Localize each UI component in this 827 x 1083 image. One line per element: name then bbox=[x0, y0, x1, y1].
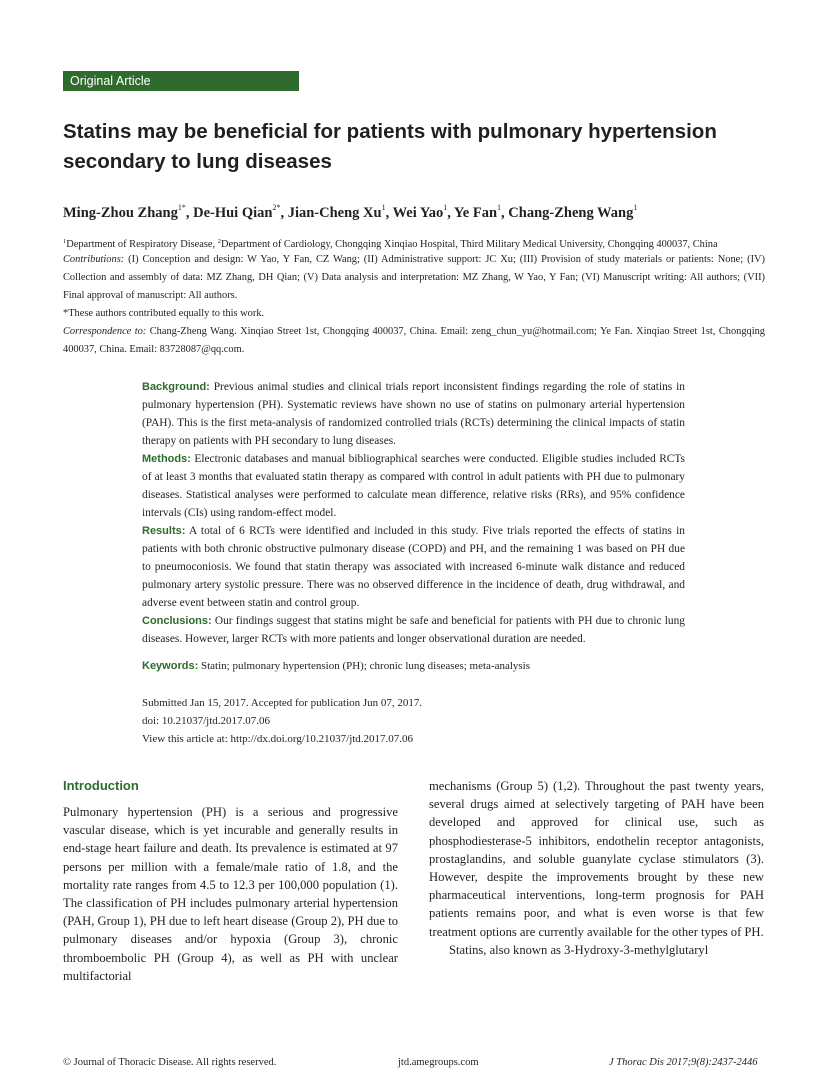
author-list bbox=[63, 198, 783, 223]
abstract-conclusions bbox=[142, 612, 685, 648]
introduction-column-1 bbox=[63, 803, 398, 985]
abstract-methods bbox=[142, 450, 685, 522]
author-separator: , bbox=[447, 205, 454, 221]
contributions-text: (I) Conception and design: W Yao, Y Fan, CZ Wang; (II) Administrative support: JC Xu; (III) Provision of study materials or patients: None; (IV) Collection and assembly of data: MZ Zhang, DH Qian; (V) Data analysis and interpretation: MZ Zhang, W Yao, Y Fan; (VI) Manuscript writing: All authors; (VII) Final approval of manuscript: All authors. bbox=[63, 254, 765, 301]
author-name: De-Hui Qian bbox=[193, 205, 273, 221]
abstract-background bbox=[142, 378, 685, 450]
abstract-results-text: A total of 6 RCTs were identified and included in this study. Five trials reported the effects of statins in patients with both chronic obstructive pulmonary disease (COPD) and PH, and the remaining 1 was based on PH due to pneumoconiosis. We found that statin therapy was associated with increased 6-minute walk distance and reduced pulmonary artery systolic pressure. There was no observed difference in the incidence of death, drug withdrawal, and adverse event between statin and control group. bbox=[142, 525, 685, 609]
abstract-methods-label: Methods: bbox=[142, 453, 191, 465]
author-separator: , bbox=[280, 205, 288, 221]
doi[interactable]: doi: 10.21037/jtd.2017.07.06 bbox=[142, 715, 271, 727]
introduction-paragraph: Statins, also known as 3-Hydroxy-3-methylglutaryl bbox=[449, 942, 709, 957]
abstract-methods-text: Electronic databases and manual bibliographical searches were conducted. Eligible studies included RCTs of at least 3 months that evaluated statin therapy as compared with control in adult patients with PH due to pulmonary diseases. Statistical analyses were performed to calculate mean difference, relative risks (RRs), and 95% confidence intervals (CIs) using random-effect model. bbox=[142, 453, 685, 519]
footer-citation: J Thorac Dis 2017;9(8):2437-2446 bbox=[609, 1057, 758, 1068]
correspondence bbox=[63, 323, 765, 359]
footer-site[interactable]: jtd.amegroups.com bbox=[398, 1057, 479, 1068]
contributions-label: Contributions: bbox=[63, 254, 125, 265]
article-type-badge: Original Article bbox=[63, 71, 299, 91]
keywords bbox=[142, 658, 685, 674]
author-name: Chang-Zheng Wang bbox=[508, 205, 634, 221]
abstract-conclusions-text: Our findings suggest that statins might be safe and beneficial for patients with PH due to chronic lung diseases. However, larger RCTs with more patients and longer observational duration are needed. bbox=[142, 615, 685, 645]
introduction-column-2 bbox=[429, 777, 764, 959]
keywords-label: Keywords: bbox=[142, 660, 199, 672]
correspondence-text: Chang-Zheng Wang. Xinqiao Street 1st, Chongqing 400037, China. Email: zeng_chun_yu@hotmail.com; Ye Fan. Xinqiao Street 1st, Chongqing 400037, China. Email: 83728087@qq.com. bbox=[63, 326, 765, 355]
author-affiliation-marker: 1* bbox=[177, 203, 186, 212]
contributions bbox=[63, 251, 765, 305]
abstract-conclusions-label: Conclusions: bbox=[142, 615, 212, 627]
author-separator: , bbox=[185, 205, 194, 221]
affiliation-1: Department of Respiratory Disease, bbox=[66, 239, 218, 250]
footer-copyright: © Journal of Thoracic Disease. All rights reserved. bbox=[63, 1057, 277, 1068]
article-link[interactable]: View this article at: http://dx.doi.org/10.21037/jtd.2017.07.06 bbox=[142, 733, 414, 745]
author-affiliation-marker: 2* bbox=[272, 203, 281, 212]
affiliation-2: Department of Cardiology, Chongqing Xinqiao Hospital, Third Military Medical University, Chongqing 400037, China bbox=[220, 239, 718, 250]
abstract-background-text: Previous animal studies and clinical trials report inconsistent findings regarding the role of statins in pulmonary hypertension (PH). Systematic reviews have shown no use of statins on pulmonary arterial hypertension (PAH). This is the first meta-analysis of randomized controlled trials (RCTs) determining the clinical impacts of statin therapy on patients with PH secondary to lung diseases. bbox=[142, 381, 685, 447]
author-separator: , bbox=[385, 205, 393, 221]
equal-contribution-note: *These authors contributed equally to this work. bbox=[63, 308, 265, 319]
introduction-paragraph: Pulmonary hypertension (PH) is a serious and progressive vascular disease, which is yet incurable and generally results in end-stage heart failure and death. Its prevalence is estimated at 97 persons per million with a female/male ratio of 1.8, and the mortality rate ranges from 4.5 to 12.3 per 100,000 population (1). The classification of PH includes pulmonary arterial hypertension (PAH, Group 1), PH due to left heart disease (Group 2), PH due to pulmonary diseases and/or hypoxia (Group 3), chronic thromboembolic PH (Group 4), as well as PH with unclear multifactorial bbox=[63, 805, 398, 983]
introduction-heading: Introduction bbox=[63, 778, 139, 793]
author-affiliation-marker: 1 bbox=[443, 203, 448, 212]
author-name: Jian-Cheng Xu bbox=[287, 205, 382, 221]
paper-title: Statins may be beneficial for patients with pulmonary hypertension secondary to lung diseases bbox=[63, 120, 717, 173]
author-name: Ming-Zhou Zhang bbox=[63, 205, 178, 221]
affiliation-marker: 1 bbox=[63, 238, 67, 245]
affiliation-marker: 2 bbox=[217, 238, 221, 245]
author-affiliation-marker: 1 bbox=[497, 203, 502, 212]
keywords-text: Statin; pulmonary hypertension (PH); chronic lung diseases; meta-analysis bbox=[198, 660, 531, 672]
author-name: Wei Yao bbox=[392, 205, 444, 221]
author-separator: , bbox=[501, 205, 509, 221]
abstract-background-label: Background: bbox=[142, 381, 210, 393]
correspondence-label: Correspondence to: bbox=[63, 326, 147, 337]
author-affiliation-marker: 1 bbox=[633, 203, 638, 212]
author-affiliation-marker: 1 bbox=[381, 203, 386, 212]
introduction-paragraph: mechanisms (Group 5) (1,2). Throughout the past twenty years, several drugs aimed at selectively targeting of PAH have been developed and approved for clinical use, such as phosphodiesterase-5 inhibitors, endothelin receptor antagonists, prostaglandins, and soluble guanylate cyclase stimulators (3). However, despite the improvements brought by these new pharmaceutical interventions, long-term prognosis for PAH patients remains poor, and what is even worse is that few treatment options are currently available for the other types of PH. bbox=[429, 779, 764, 939]
abstract-results bbox=[142, 522, 685, 612]
submission-dates: Submitted Jan 15, 2017. Accepted for publication Jun 07, 2017. bbox=[142, 697, 423, 709]
abstract-results-label: Results: bbox=[142, 525, 186, 537]
abstract bbox=[142, 378, 685, 648]
author-name: Ye Fan bbox=[453, 205, 498, 221]
